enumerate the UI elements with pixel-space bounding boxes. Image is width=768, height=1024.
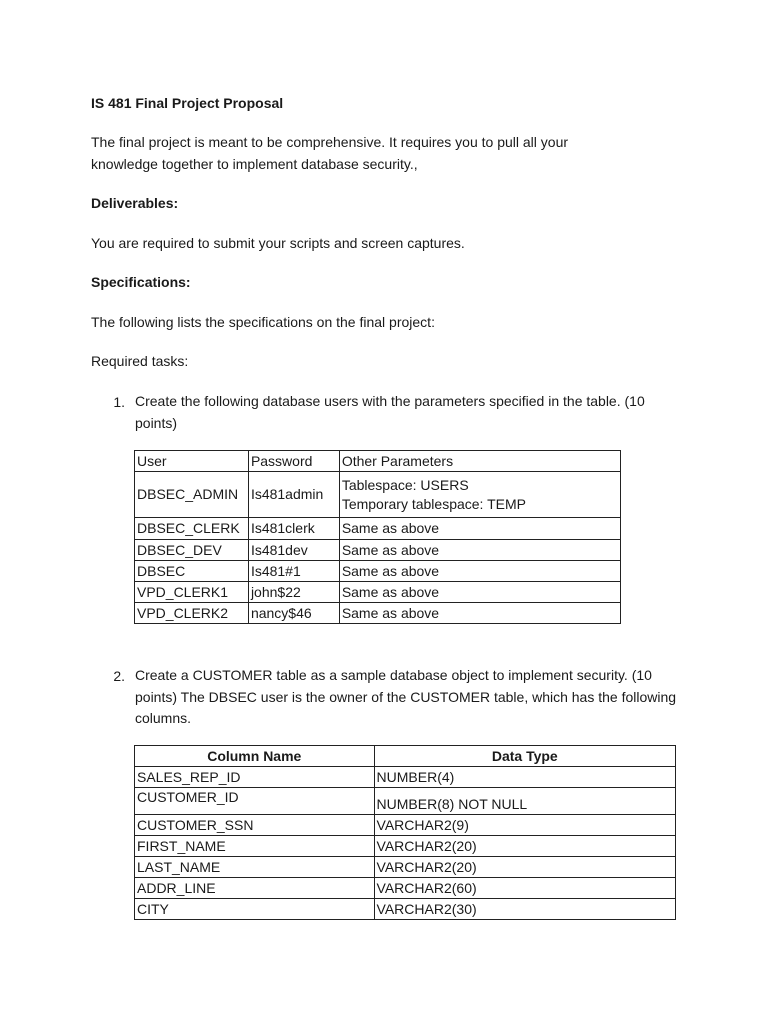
required-tasks-label: Required tasks:	[91, 353, 189, 369]
user-cell: DBSEC_DEV	[135, 540, 249, 561]
password-cell: Is481#1	[248, 561, 339, 582]
table-row	[135, 603, 621, 624]
header-column-name: Column Name	[135, 746, 375, 767]
password-cell: Is481clerk	[248, 518, 339, 540]
params-cell	[339, 472, 620, 518]
table-row	[135, 815, 676, 836]
deliverables-text: You are required to submit your scripts and screen captures.	[91, 235, 465, 251]
data-type-cell: VARCHAR2(60)	[374, 878, 675, 899]
user-cell: DBSEC	[135, 561, 249, 582]
specifications-heading: Specifications:	[91, 274, 191, 290]
user-cell: DBSEC_ADMIN	[135, 472, 249, 518]
header-password: Password	[248, 451, 339, 472]
password-cell: john$22	[248, 582, 339, 603]
users-table	[134, 450, 621, 624]
params-cell: Same as above	[339, 561, 620, 582]
header-user: User	[135, 451, 249, 472]
column-name-cell: LAST_NAME	[135, 857, 375, 878]
params-cell: Same as above	[339, 518, 620, 540]
params-cell: Same as above	[339, 603, 620, 624]
password-cell: Is481admin	[248, 472, 339, 518]
data-type-cell: VARCHAR2(20)	[374, 857, 675, 878]
params-line-2: Temporary tablespace: TEMP	[341, 495, 526, 512]
column-name-cell: ADDR_LINE	[135, 878, 375, 899]
user-cell: VPD_CLERK1	[135, 582, 249, 603]
data-type-cell: VARCHAR2(20)	[374, 836, 675, 857]
intro-paragraph-line-2: knowledge together to implement database security.,	[91, 156, 418, 172]
table-row	[135, 878, 676, 899]
table-row	[135, 767, 676, 788]
task-1-text: Create the following database users with the parameters specified in the table. (10 points)	[135, 393, 645, 431]
intro-paragraph-line-1: The final project is meant to be comprehensive. It requires you to pull all your	[91, 134, 569, 150]
params-cell: Same as above	[339, 540, 620, 561]
user-cell: VPD_CLERK2	[135, 603, 249, 624]
customer-columns-table	[134, 745, 676, 920]
table-row	[135, 472, 621, 518]
data-type-cell: VARCHAR2(9)	[374, 815, 675, 836]
table-row	[135, 788, 676, 815]
header-other-parameters: Other Parameters	[339, 451, 620, 472]
data-type-cell: NUMBER(4)	[374, 767, 675, 788]
column-name-cell: SALES_REP_ID	[135, 767, 375, 788]
document-title: IS 481 Final Project Proposal	[91, 95, 284, 111]
column-name-cell: CUSTOMER_SSN	[135, 815, 375, 836]
task-1-number: 1.	[113, 394, 125, 410]
data-type-cell: VARCHAR2(30)	[374, 899, 675, 920]
columns-table-header-row	[135, 746, 676, 767]
column-name-cell: CITY	[135, 899, 375, 920]
table-row	[135, 836, 676, 857]
data-type-cell: NUMBER(8) NOT NULL	[374, 788, 675, 815]
user-cell: DBSEC_CLERK	[135, 518, 249, 540]
password-cell: Is481dev	[248, 540, 339, 561]
params-cell: Same as above	[339, 582, 620, 603]
header-data-type: Data Type	[374, 746, 675, 767]
specifications-text: The following lists the specifications on the final project:	[91, 314, 435, 330]
table-row	[135, 899, 676, 920]
table-row	[135, 540, 621, 561]
deliverables-heading: Deliverables:	[91, 195, 179, 211]
table-row	[135, 857, 676, 878]
task-2-text: Create a CUSTOMER table as a sample database object to implement security. (10 points) The DBSEC user is the owner of the CUSTOMER table, which has the following columns.	[135, 667, 677, 726]
password-cell: nancy$46	[248, 603, 339, 624]
column-name-cell: CUSTOMER_ID	[135, 788, 375, 815]
table-row	[135, 518, 621, 540]
users-table-header-row	[135, 451, 621, 472]
task-2-number: 2.	[113, 668, 125, 684]
table-row	[135, 582, 621, 603]
params-line-1: Tablespace: USERS	[341, 476, 469, 493]
table-row	[135, 561, 621, 582]
column-name-cell: FIRST_NAME	[135, 836, 375, 857]
